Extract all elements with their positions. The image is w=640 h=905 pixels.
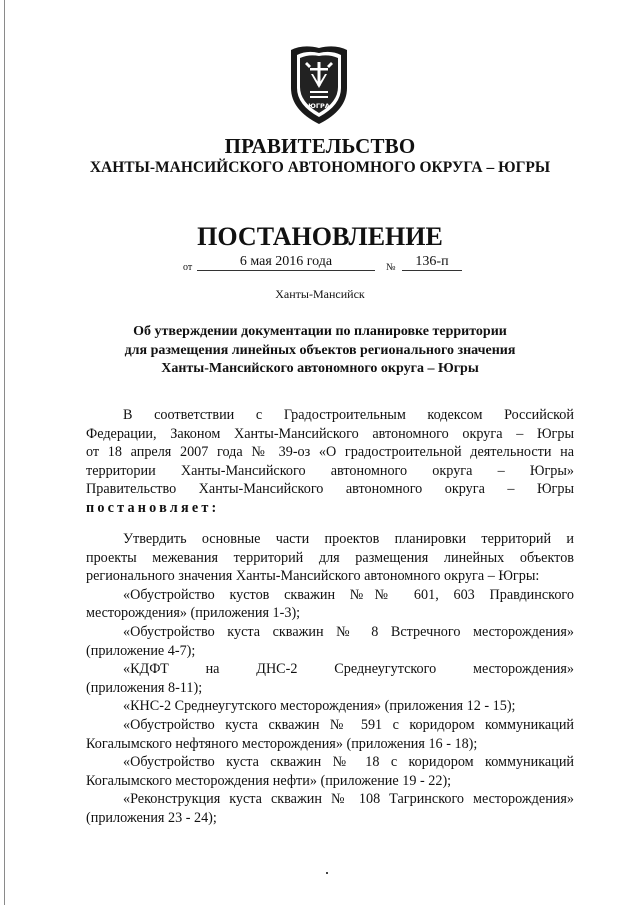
subject-line: Ханты-Мансийского автономного округа – Югры: [161, 361, 479, 376]
list-item-continuation: (приложения 8-11);: [86, 679, 203, 696]
list-item-continuation: Когалымского месторождения нефти» (приложение 19 - 22);: [86, 772, 452, 789]
list-item-continuation: (приложение 4-7);: [86, 642, 196, 659]
paragraph-line: В соответствии с Градостроительным кодексом Российской: [123, 407, 574, 423]
subject-line: для размещения линейных объектов регионального значения: [124, 342, 516, 358]
paragraph-line: территории Ханты-Мансийского автономного округа – Югры»: [86, 462, 574, 479]
decree-paragraph: [86, 530, 574, 828]
preamble-paragraph: [86, 406, 574, 518]
document-number: 136-п: [415, 254, 449, 269]
paragraph-line: Правительство Ханты-Мансийского автономного округа – Югры: [86, 481, 574, 498]
list-item-continuation: (приложения 23 - 24);: [86, 809, 217, 826]
list-item: «Обустройство куста скважин № 8 Встречного месторождения»: [123, 623, 574, 640]
date-label: от: [183, 262, 193, 273]
region-title: ХАНТЫ-МАНСИЙСКОГО АВТОНОМНОГО ОКРУГА – ЮГРЫ: [89, 159, 551, 176]
emblem-icon: [283, 44, 355, 126]
list-item-continuation: месторождения» (приложения 1-3);: [86, 605, 301, 622]
list-item: «КДФТ на ДНС-2 Среднеугутского месторождения»: [123, 661, 574, 678]
list-item: «КНС-2 Среднеугутского месторождения» (приложения 12 - 15);: [123, 698, 516, 715]
document-subject: [100, 323, 540, 379]
paragraph-line: от 18 апреля 2007 года № 39-оз «О градостроительной деятельности на: [86, 444, 574, 461]
paragraph-line: регионального значения Ханты-Мансийского автономного округа – Югры:: [86, 568, 540, 585]
number-label: №: [386, 262, 396, 273]
list-item: «Реконструкция куста скважин № 108 Тагринского месторождения»: [123, 791, 574, 808]
document-date: 6 мая 2016 года: [239, 254, 333, 269]
document-city: Ханты-Мансийск: [275, 287, 365, 301]
list-item-continuation: Когалымского нефтяного месторождения» (приложения 16 - 18);: [86, 735, 478, 752]
scan-speck: [326, 872, 328, 874]
list-item: «Обустройство куста скважин № 18 с коридором коммуникаций: [123, 754, 574, 771]
document-type: ПОСТАНОВЛЕНИЕ: [197, 222, 443, 251]
svg-text:ЮГРА: ЮГРА: [308, 102, 330, 110]
list-item: «Обустройство куста скважин № 591 с коридором коммуникаций: [123, 716, 574, 733]
resolves-word: постановляет:: [86, 499, 220, 516]
paragraph-line: Федерации, Законом Ханты-Мансийского автономного округа – Югры: [86, 425, 574, 442]
government-title: ПРАВИТЕЛЬСТВО: [224, 134, 416, 158]
subject-line: Об утверждении документации по планировке территории: [133, 324, 507, 339]
paragraph-line: Утвердить основные части проектов планировки территорий и: [123, 531, 574, 547]
list-item: «Обустройство кустов скважин №№ 601, 603 Правдинского: [123, 586, 574, 603]
paragraph-line: проекты межевания территорий для размещения линейных объектов: [86, 549, 574, 566]
